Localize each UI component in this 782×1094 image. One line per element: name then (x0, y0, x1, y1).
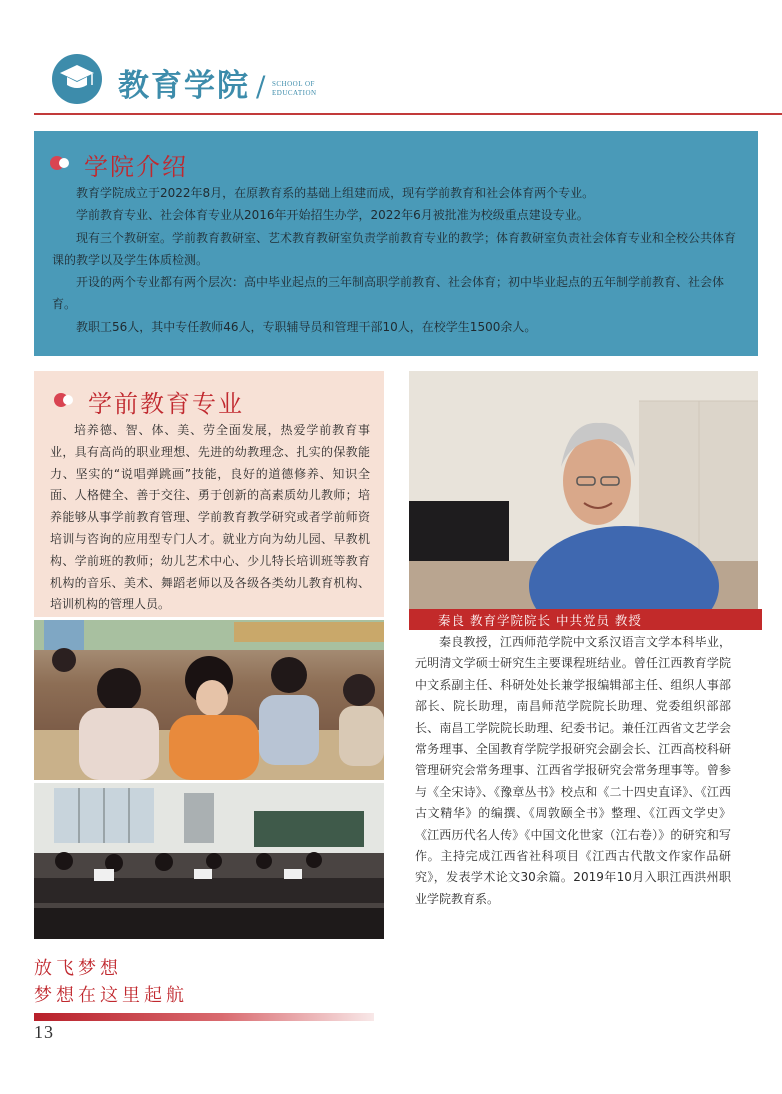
header-subtitle-en-line1: SCHOOL OF (272, 80, 315, 88)
intro-paragraph: 教育学院成立于2022年8月，在原教育系的基础上组建而成，现有学前教育和社会体育两个专业。 (76, 186, 595, 200)
header-slash: / (256, 70, 266, 103)
major-title: 学前教育专业 (88, 390, 244, 418)
page-number: 13 (34, 1022, 54, 1042)
classroom-photo-piano (34, 783, 384, 939)
slogan-line-1: 放飞梦想 (34, 958, 122, 979)
portrait-caption: 秦良 教育学院院长 中共党员 教授 (438, 613, 642, 628)
header-title: 教育学院 (118, 68, 250, 104)
major-text: 培养德、智、体、美、劳全面发展，热爱学前教育事业，具有高尚的职业理想、先进的幼教理念、扎实的保教能力、坚实的“说唱弹跳画”技能，良好的道德修养、知识全面、人格健全、善于交往、勇于创新的高素质幼儿教师；培养能够从事学前教育管理、学前教育教学研究或者学前师资培训与咨询的应用型专门人才。就业方向为幼儿园、早教机构、学前班的教师；幼儿艺术中心、少儿特长培训班等教育机构的音乐、美术、舞蹈老师以及各级各类幼儿教育机构、培训机构的管理人员。 (50, 423, 370, 612)
footer-gradient-bar (34, 1013, 374, 1021)
logo-icon (52, 54, 102, 104)
intro-title: 学院介绍 (84, 153, 188, 181)
intro-paragraph: 学前教育专业、社会体育专业从2016年开始招生办学，2022年6月被批准为校级重点建设专业。 (76, 208, 589, 223)
classroom-photo-crafts (34, 620, 384, 780)
header-subtitle-en (272, 80, 317, 98)
profile-bio: 秦良教授，江西师范学院中文系汉语言文学本科毕业，元明清文学硕士研究生主要课程班结业。曾任江西教育学院中文系副主任、科研处处长兼学报编辑部主任、组织人事部部长、院长助理，南昌师范学院院长助理、党委组织部部长、南昌工学院院长助理、纪委书记。兼任江西省文艺学会常务理事、全国教育学院学报研究会副会长、江西高校科研管理研究会常务理事、江西省学报研究会常务理事等。曾参与《全宋诗》、《豫章丛书》校点和《二十四史直译》、《江西古文精华》的编撰、《周敦颐全书》整理、《江西文学史》《江西历代名人传》《中国文化世家（江右卷）》的研究和写作。主持完成江西省社科项目《江西古代散文作家作品研究》，发表学术论文30余篇。2019年10月入职江西洪州职业学院教育系。 (415, 635, 731, 906)
intro-text (52, 182, 742, 338)
intro-paragraph: 开设的两个专业都有两个层次：高中毕业起点的三年制高职学前教育、社会体育；初中毕业起点的五年制学前教育、社会体育。 (52, 275, 725, 312)
slogan-line-2: 梦想在这里起航 (34, 985, 188, 1006)
intro-paragraph: 教职工56人，其中专任教师46人，专职辅导员和管理干部10人，在校学生1500余人。 (76, 319, 537, 334)
intro-paragraph: 现有三个教研室。学前教育教研室、艺术教育教研室负责学前教育专业的教学；体育教研室负责社会体育专业和全校公共体育课的教学以及学生体质检测。 (52, 230, 737, 267)
header-subtitle-en-line2: EDUCATION (272, 89, 317, 97)
header-divider (34, 113, 782, 115)
bullet-dots-icon (54, 393, 84, 407)
bullet-dots-icon (50, 156, 80, 170)
portrait-photo (409, 371, 758, 610)
